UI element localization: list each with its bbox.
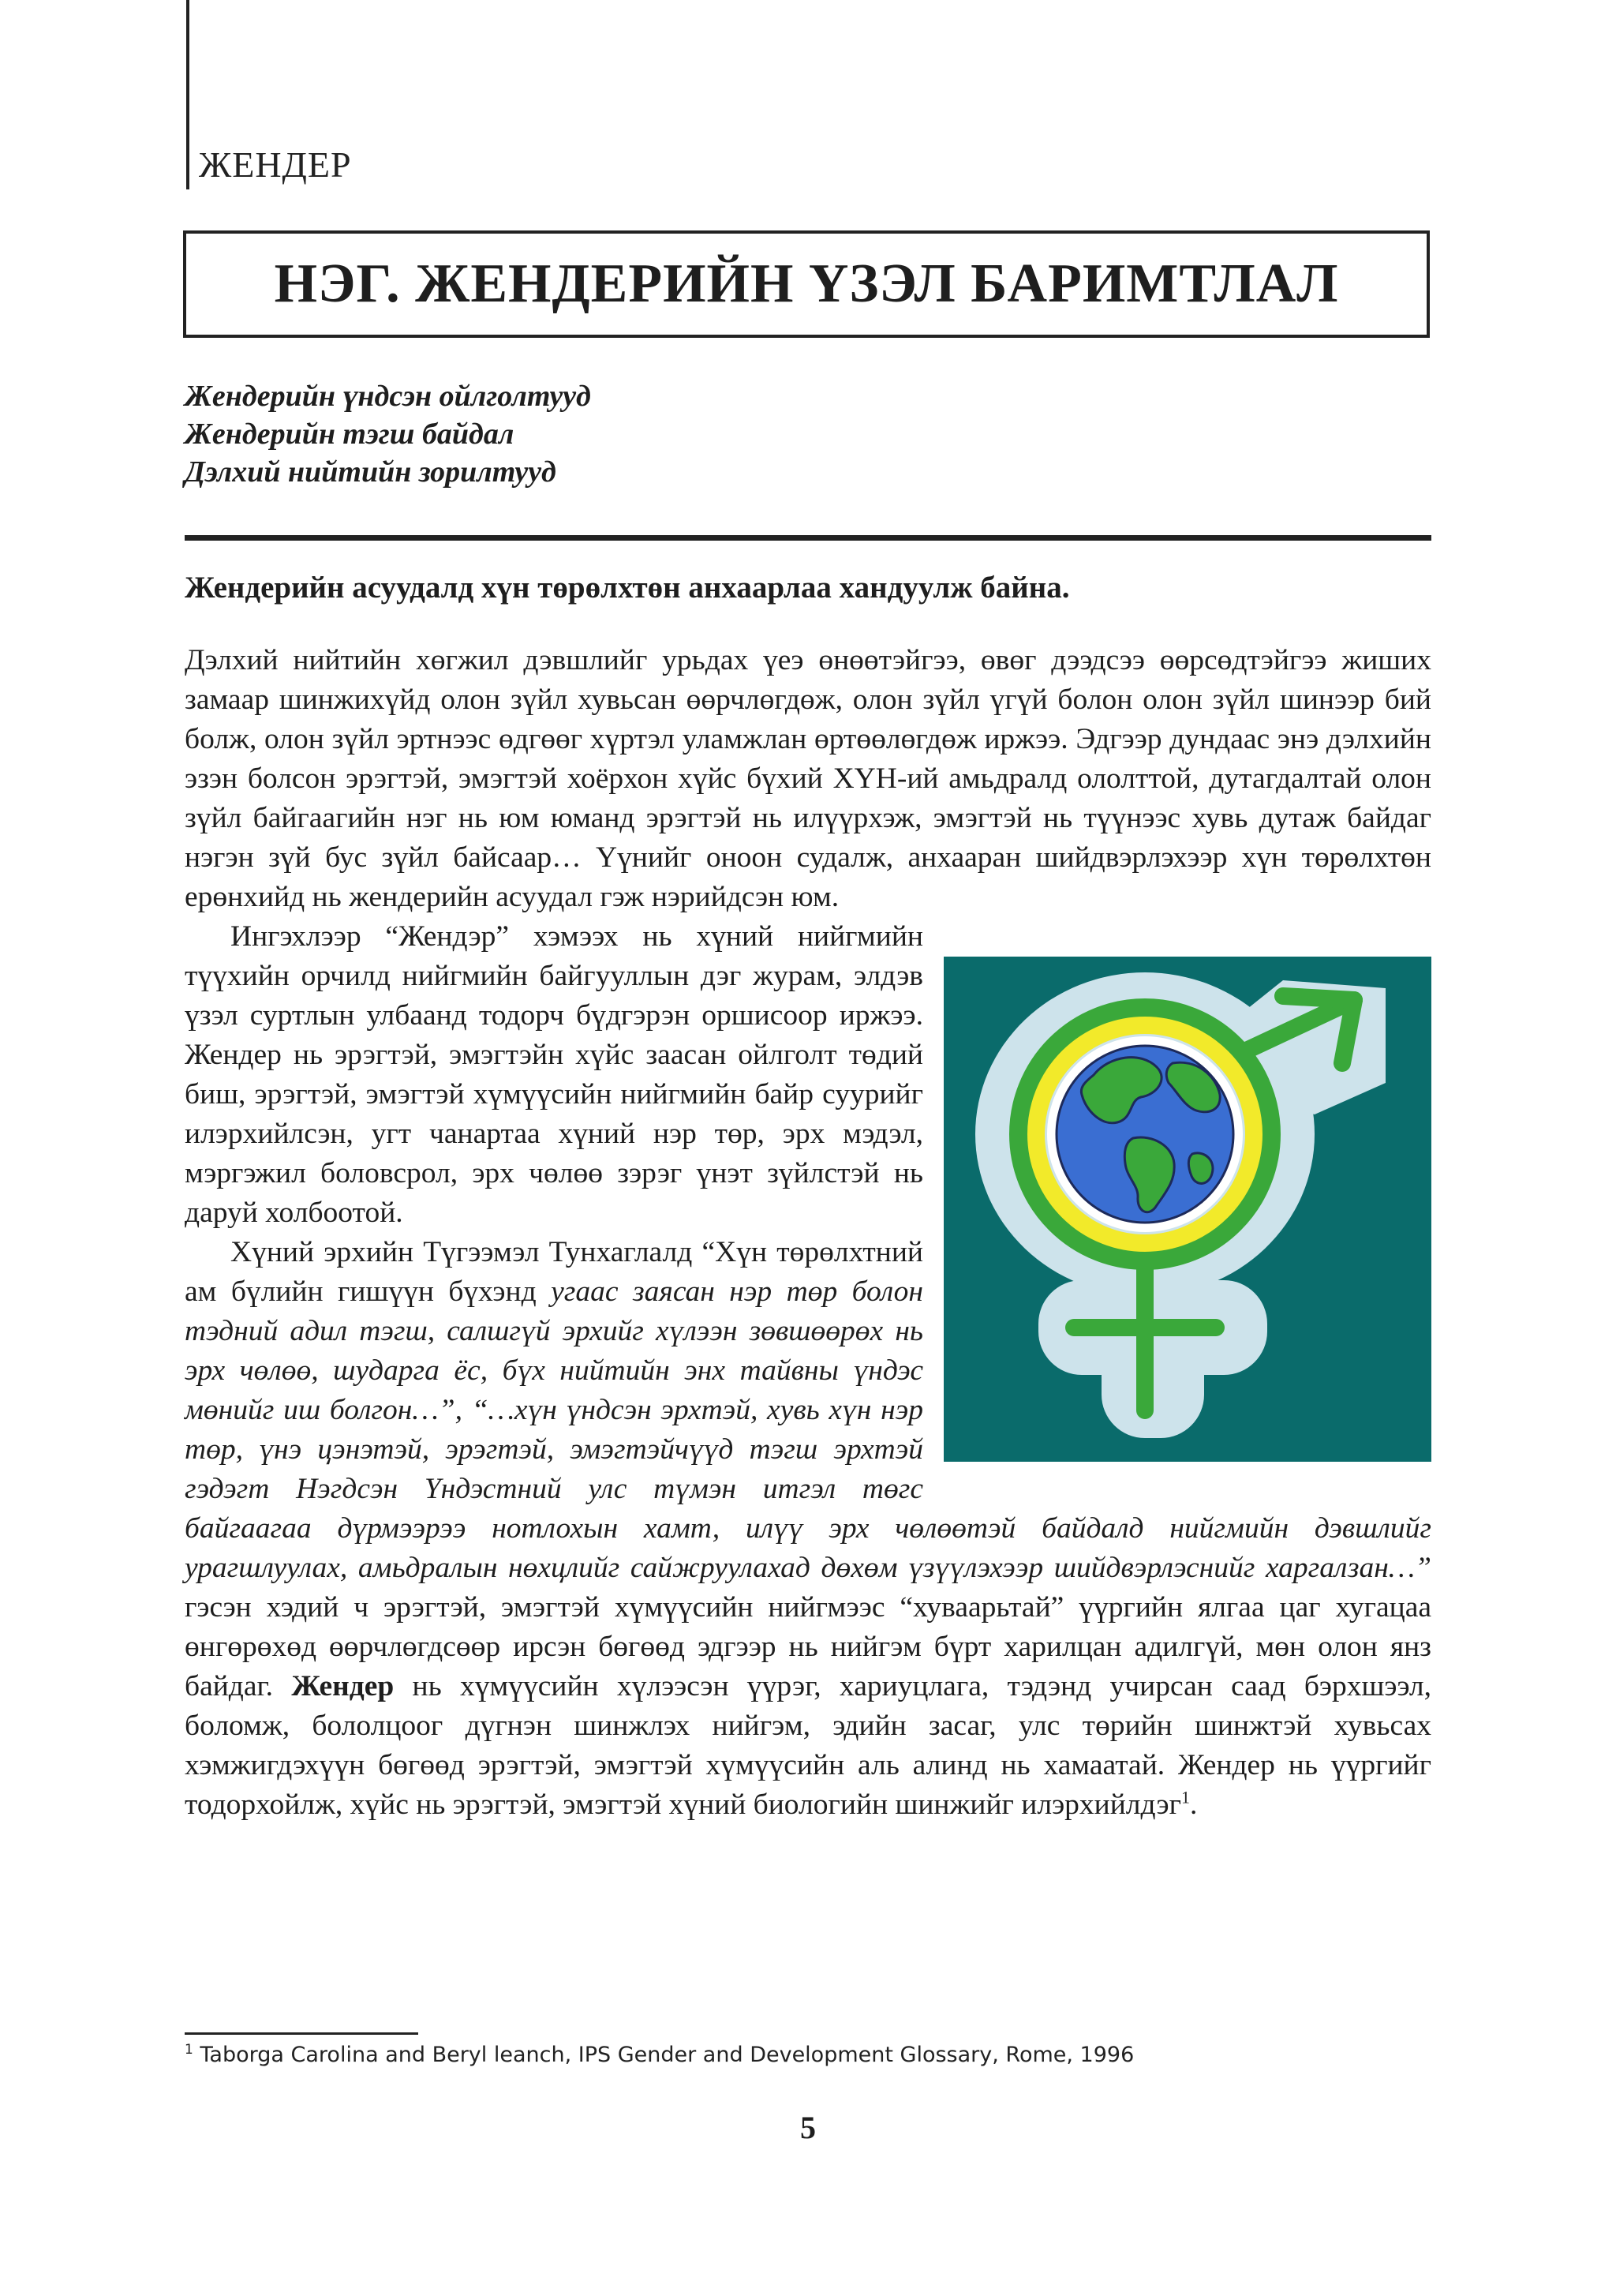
declaration-quote: угаас заясан нэр төр болон тэдний адил тэгш, салшгүй эрхийг хүлээн зөвшөөрөх нь эрх чөлөө, шударга ёс, бүх нийтийн энх тайвны үндэс мөнийг иш болгон…”, “…хүн үндсэн эрхтэй, хувь хүн нэр төр, үнэ цэнэтэй, эрэгтэй, эмэгтэйчүүд тэгш эрхтэй гэдэгт Нэгдсэн Үндэстний улс түмэн итгэл төгс байгаагаа дүрмээрээ нотлохын хамт, илүү эрх чөлөөтэй байдалд нийгмийн дэвшлийг урагшлуулах, амьдралын нөхцлийг сайжруулахад дөхөм үзүүлэхээр шийдвэрлэснийг харгалзан…” [185, 1275, 1431, 1584]
gender-globe-illustration [944, 957, 1431, 1462]
footnote-number: 1 [185, 2042, 193, 2058]
section-label: ЖЕНДЕР [199, 144, 352, 185]
chapter-title-box [183, 230, 1430, 338]
page-number: 5 [800, 2110, 816, 2145]
topic-list [185, 377, 1416, 491]
paragraph-3: Хүний эрхийн Түгээмэл Тунхаглалд “Хүн төрөлхтний ам бүлийн гишүүн бүхэнд угаас заясан нэр төр болон тэдний адил тэгш, салшгүй эрхийг хүлээн зөвшөөрөх нь эрх чөлөө, шударга ёс, бүх нийтийн энх тайвны үндэс мөнийг иш болгон…”, “…хүн үндсэн эрхтэй, хувь хүн нэр төр, үнэ цэнэтэй, эрэгтэй, эмэгтэйчүүд тэгш эрхтэй гэдэгт Нэгдсэн Үндэстний улс түмэн итгэл төгс байгаагаа дүрмээрээ нотлохын хамт, илүү эрх чөлөөтэй байдалд нийгмийн дэвшлийг урагшлуулах, амьдралын нөхцлийг сайжруулахад дөхөм үзүүлэхээр шийдвэрлэснийг харгалзан…” гэсэн хэдий ч эрэгтэй, эмэгтэй хүмүүсийн нийгмээс “хуваарьтай” үүргийн ялгаа цаг хугацаа өнгөрөхөд өөрчлөгдсөөр ирсэн бөгөөд эдгээр нь нийгэм бүрт харилцан адилгүй, мөн олон янз байдаг. Жендер нь хүмүүсийн хүлээсэн үүрэг, хариуцлага, тэдэнд учирсан саад бэрхшээл, боломж, бололцоог дүгнэн шинжлэх нийгэм, эдийн засаг, улс төрийн шинжтэй хувьсах хэмжигдэхүүн бөгөөд эрэгтэй, эмэгтэй хүмүүсийн аль алинд нь хамаатай. Жендер нь үүргийг тодорхойлж, хүйс нь эрэгтэй, эмэгтэй хүний биологийн шинжийг илэрхийлдэг$^1$. [185, 1236, 1431, 1821]
footnote-reference[interactable]: 1 [1181, 1787, 1191, 1807]
chapter-title: НЭГ. ЖЕНДЕРИЙН ҮЗЭЛ БАРИМТЛАЛ [274, 253, 1339, 314]
paragraph-3-middle: гэсэн хэдий ч эрэгтэй, эмэгтэй хүмүүсийн нийгмээс “хуваарьтай” үүргийн ялгаа цаг хугацаа өнгөрөхөд өөрчлөгдсөөр ирсэн бөгөөд эдгээр нь нийгэм бүрт харилцан адилгүй, мөн олон янз байдаг. [185, 1591, 1431, 1702]
paragraph-3-start: Хүний эрхийн Түгээмэл Тунхаглалд “Хүн төрөлхтний ам бүлийн гишүүн бүхэнд [185, 1236, 923, 1308]
footnote-text: Taborga Carolina and Beryl leanch, IPS Gender and Development Glossary, Rome, 1996 [193, 2043, 1135, 2067]
paragraph-1: Дэлхий нийтийн хөгжил дэвшлийг урьдах үеэ өнөөтэйгээ, өвөг дээдсээ өөрсөдтэйгээ жиших замаар шинжихүйд олон зүйл хувьсан өөрчлөгдөж, олон зүйл үгүй болон олон зүйл шинээр бий болж, олон зүйл эртнээс өдгөөг хүртэл уламжлан өртөөлөгдөж иржээ. Эдгээр дундаас энэ дэлхийн эзэн болсон эрэгтэй, эмэгтэй хоёрхон хүйс бүхий ХҮН-ий амьдралд ололттой, дутагдалтай олон зүйл байгаагийн нэг нь юм юманд эрэгтэй нь илүүрхэж, эмэгтэй нь түүнээс хувь дутаж байдаг нэгэн зүй бус зүйл байсаар… Үүнийг оноон судалж, анхааран шийдвэрлэхээр хүн төрөлхтөн ерөнхийд нь жендерийн асуудал гэж нэрийдсэн юм. [185, 644, 1431, 913]
paragraph-3-end: нь хүмүүсийн хүлээсэн үүрэг, хариуцлага, тэдэнд учирсан саад бэрхшээл, боломж, бололцоог дүгнэн шинжлэх нийгэм, эдийн засаг, улс төрийн шинжтэй хувьсах хэмжигдэхүүн бөгөөд эрэгтэй, эмэгтэй хүмүүсийн аль алинд нь хамаатай. Жендер нь үүргийг тодорхойлж, хүйс нь эрэгтэй, эмэгтэй хүний биологийн шинжийг илэрхийлдэг [185, 1670, 1431, 1821]
gender-globe-icon [944, 957, 1431, 1462]
footnote [185, 2042, 1431, 2067]
corner-rule [186, 0, 189, 189]
gender-term: Жендер [291, 1670, 395, 1702]
lead-sentence: Жендерийн асуудалд хүн төрөлхтөн анхаарлаа хандуулж байна. [185, 571, 1070, 605]
body-text [185, 641, 1431, 1825]
topic-item: Дэлхий нийтийн зорилтууд [185, 455, 556, 489]
section-divider [185, 535, 1431, 541]
topic-item: Жендерийн тэгш байдал [185, 418, 514, 451]
topic-item: Жендерийн үндсэн ойлголтууд [185, 380, 591, 413]
paragraph-2: Ингэхлээр “Жендэр” хэмээх нь хүний нийгмийн түүхийн орчилд нийгмийн байгууллын дэг журам, элдэв үзэл суртлын улбаанд тодорч бүдгэрэн оршисоор иржээ. Жендер нь эрэгтэй, эмэгтэйн хүйс заасан ойлголт төдий биш, эрэгтэй, эмэгтэй хүмүүсийн нийгмийн байр суурийг илэрхийлсэн, угт чанартаа хүний нэр төр, эрх мэдэл, мэргэжил боловсрол, эрх чөлөө зэрэг үнэт зүйлстэй нь даруй холбоотой. [185, 920, 923, 1229]
footnote-rule [185, 2032, 418, 2035]
